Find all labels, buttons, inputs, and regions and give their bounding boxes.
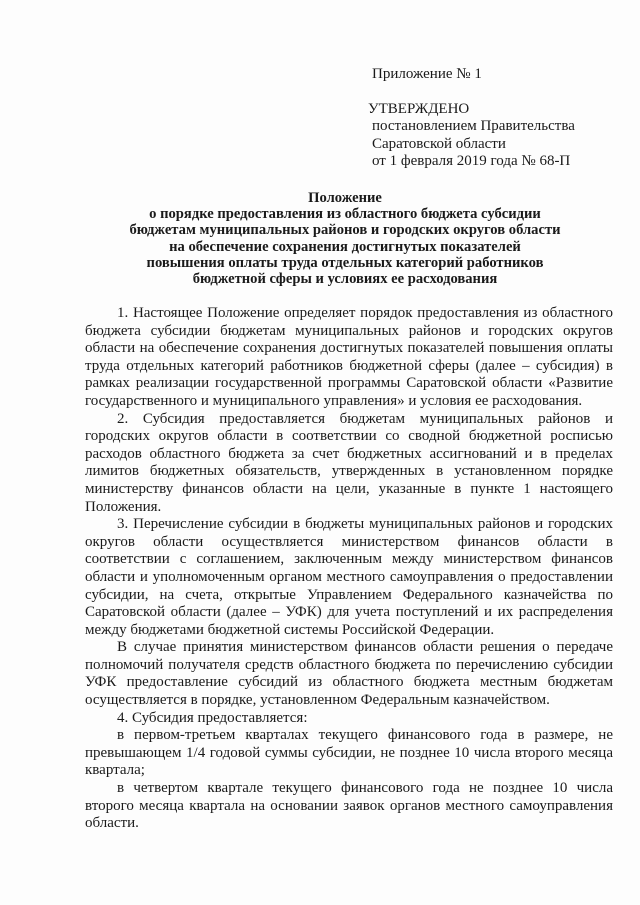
paragraph-1: 1. Настоящее Положение определяет порядок предоставления из областного бюджета субсидии бюджетам муниципальных районов и городских округов области на обеспечение сохранения достигнутых показателей повышения оплаты труда отдельных категорий работников бюджетной сферы (далее – субсидия) в рамках реализации государственной программы Саратовской области «Развитие государственного и муниципального управления» и условия ее расходования. xyxy=(85,305,613,409)
document-body xyxy=(85,305,613,833)
approved-stamp: УТВЕРЖДЕНО xyxy=(368,100,470,117)
paragraph-3: 3. Перечисление субсидии в бюджеты муниципальных районов и городских округов области осуществляется министерством финансов области в соответствии с соглашением, заключенным между министерством финансов области и уполномоченным органом местного самоуправления о предоставлении субсидии, на счета, открытые Управлением Федерального казначейства по Саратовской области (далее – УФК) для учета поступлений и их распределения между бюджетами бюджетной системы Российской Федерации. xyxy=(85,516,613,638)
title-line-2: о порядке предоставления из областного бюджета субсидии xyxy=(149,206,541,223)
paragraph-5: 4. Субсидия предоставляется: xyxy=(117,709,308,726)
approval-line-3: от 1 февраля 2019 года № 68-П xyxy=(372,153,571,169)
paragraph-4: В случае принятия министерством финансов области решения о передаче полномочий получателя средств областного бюджета по перечислению субсидии УФК предоставление субсидий из областного бюджета местным бюджетам осуществляется в порядке, установленном Федеральным казначейством. xyxy=(85,639,613,709)
title-line-1: Положение xyxy=(308,190,382,206)
approval-line-1: постановлением Правительства xyxy=(372,118,575,134)
paragraph-2: 2. Субсидия предоставляется бюджетам муниципальных районов и городских округов области в соответствии со сводной бюджетной росписью расходов областного бюджета за счет бюджетных ассигнований и в пределах лимитов бюджетных обязательств, утвержденных в установленном порядке министерству финансов области на цели, указанные в пункте 1 настоящего Положения. xyxy=(85,410,613,515)
title-line-4: на обеспечение сохранения достигнутых показателей xyxy=(169,238,521,255)
document-title xyxy=(80,190,610,287)
title-line-3: бюджетам муниципальных районов и городских округов области xyxy=(129,222,561,239)
paragraph-7: в четвертом квартале текущего финансового года не позднее 10 числа второго месяца квартала на основании заявок органов местного самоуправления области. xyxy=(85,780,613,832)
paragraph-6: в первом-третьем кварталах текущего финансового года в размере, не превышающем 1/4 годовой суммы субсидии, не позднее 10 числа второго месяца квартала; xyxy=(85,727,613,779)
title-line-5: повышения оплаты труда отдельных категорий работников xyxy=(146,254,544,271)
approval-line-2: Саратовской области xyxy=(372,135,506,152)
appendix-label: Приложение № 1 xyxy=(372,66,482,82)
approval-block xyxy=(368,66,622,171)
title-line-6: бюджетной сферы и условиях ее расходования xyxy=(192,271,498,288)
